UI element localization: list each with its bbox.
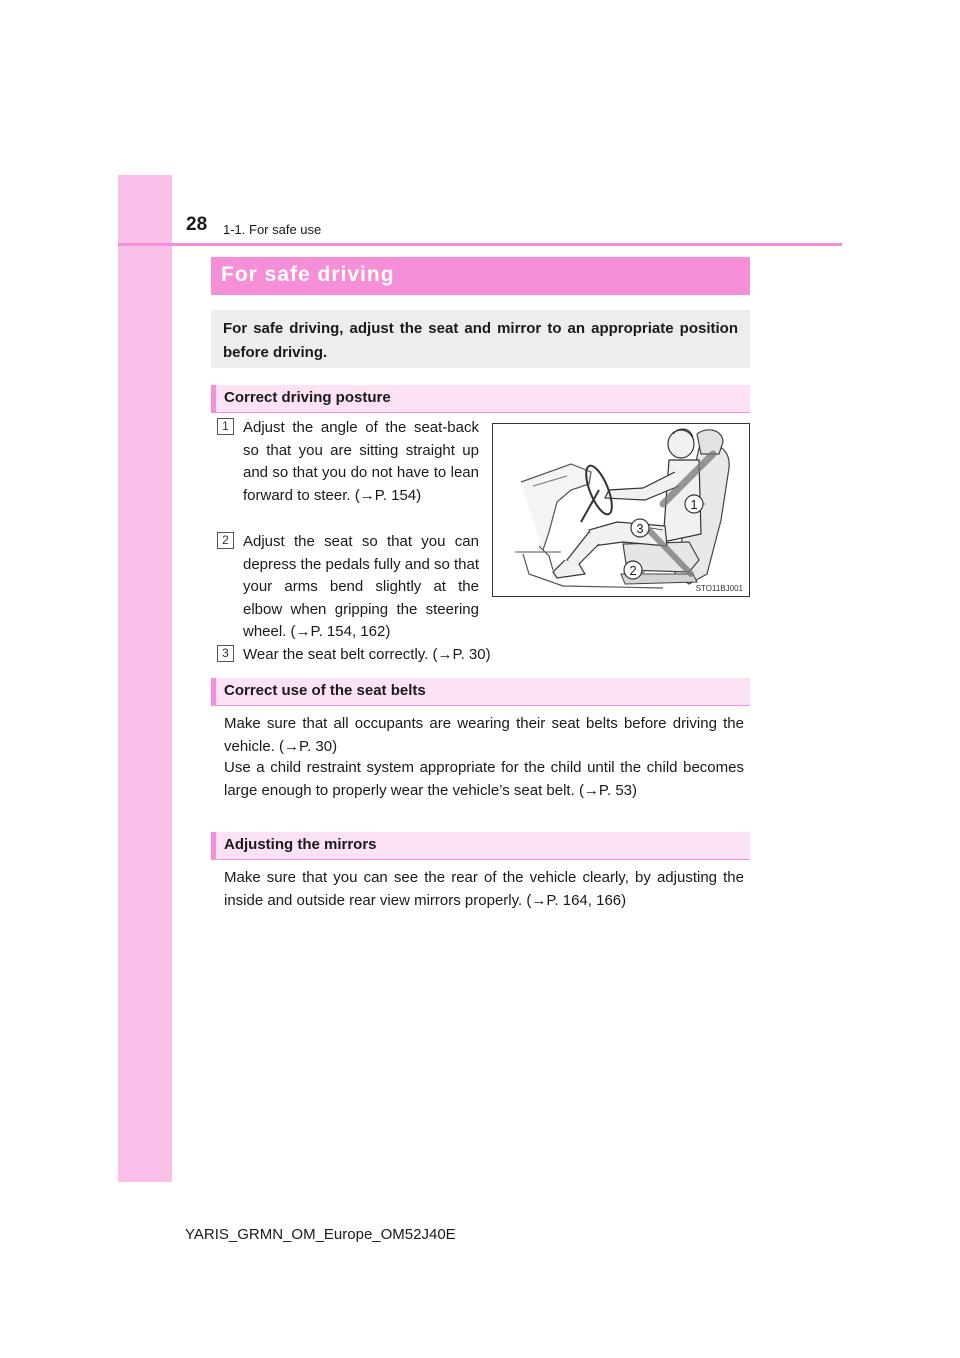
page-title: For safe driving bbox=[221, 263, 395, 286]
page-number: 28 bbox=[186, 214, 208, 235]
step-text-1: Adjust the angle of the seat-back so that you are sitting straight up and so that you do not have to lean forward to steer. (→P. 154) bbox=[243, 419, 479, 504]
seatbelts-paragraph-2: Use a child restraint system appropriate for the child until the child becomes large enough to properly wear the vehicle’s seat belt. (→P. 53) bbox=[224, 759, 744, 799]
title-bar bbox=[211, 257, 750, 295]
driver-illustration bbox=[493, 424, 749, 596]
seatbelts-paragraph-1: Make sure that all occupants are wearing their seat belts before driving the vehicle. (→P. 30) bbox=[224, 715, 744, 755]
subheading-posture-label: Correct driving posture bbox=[224, 389, 391, 406]
header-rule bbox=[118, 243, 842, 246]
subheading-seatbelts bbox=[211, 678, 750, 706]
subheading-posture bbox=[211, 385, 750, 413]
subheading-mirrors-label: Adjusting the mirrors bbox=[224, 836, 377, 853]
intro-box bbox=[211, 310, 750, 368]
subheading-seatbelts-label: Correct use of the seat belts bbox=[224, 682, 426, 699]
subheading-mirrors bbox=[211, 832, 750, 860]
step-number-2: 2 bbox=[217, 532, 234, 549]
callout-3: 3 bbox=[636, 521, 644, 536]
figure-code: STO11BJ001 bbox=[695, 584, 743, 593]
callout-1: 1 bbox=[690, 497, 698, 512]
step-number-3: 3 bbox=[217, 645, 234, 662]
section-reference: 1-1. For safe use bbox=[223, 222, 322, 237]
callout-2: 2 bbox=[629, 563, 637, 578]
step-number-1: 1 bbox=[217, 418, 234, 435]
footer-doc-id: YARIS_GRMN_OM_Europe_OM52J40E bbox=[185, 1226, 456, 1243]
side-band bbox=[118, 175, 172, 1182]
mirrors-paragraph: Make sure that you can see the rear of the vehicle clearly, by adjusting the inside and outside rear view mirrors properly. (→P. 164, 166) bbox=[224, 869, 744, 909]
intro-text: For safe driving, adjust the seat and mirror to an appropriate position before driving. bbox=[223, 320, 738, 361]
driving-posture-figure bbox=[492, 423, 750, 597]
step-text-3: Wear the seat belt correctly. (→P. 30) bbox=[243, 646, 491, 663]
step-text-2: Adjust the seat so that you can depress the pedals fully and so that your arms bend slightly at the elbow when gripping the steering wheel. (→P. 154, 162) bbox=[243, 533, 479, 640]
